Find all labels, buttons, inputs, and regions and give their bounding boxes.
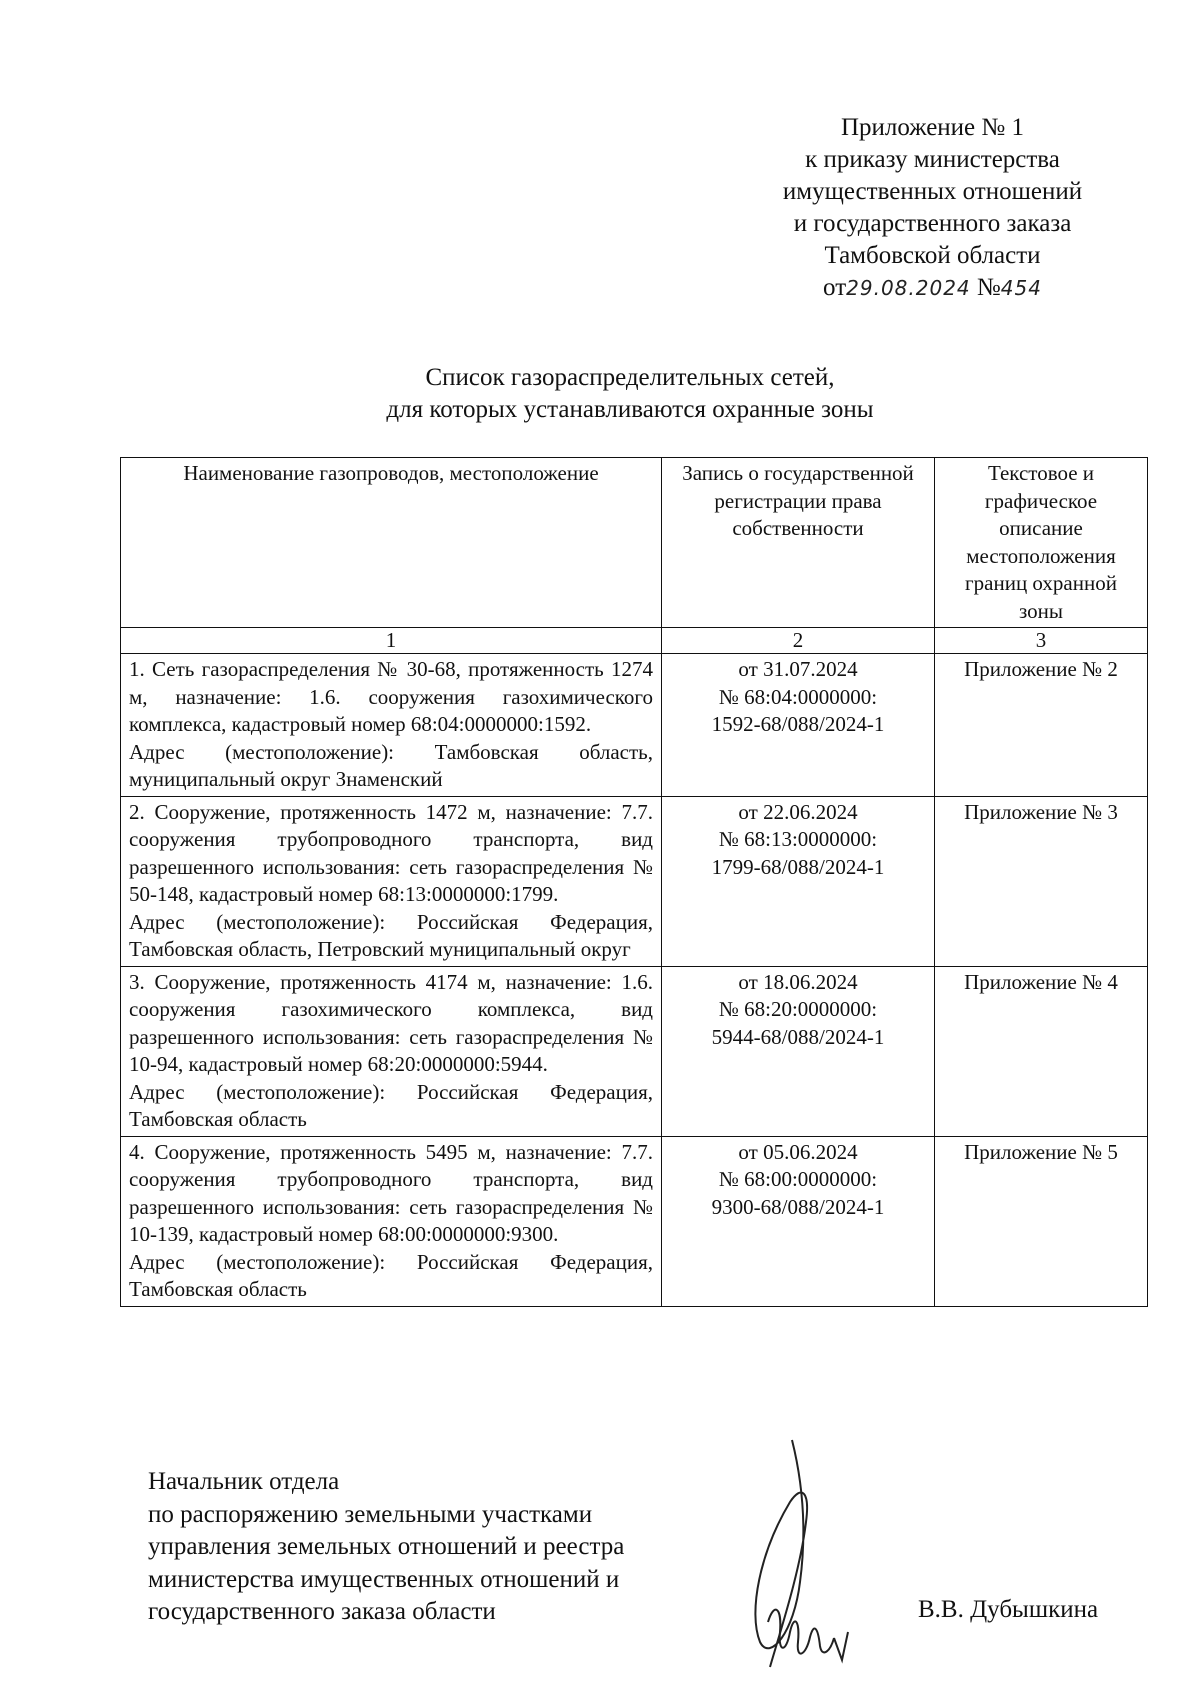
registration-number: 5944-68/088/2024-1 <box>711 1024 885 1049</box>
network-address: Адрес (местоположение): Российская Федерация, Тамбовская область, Петровский муниципальный округ <box>129 909 653 961</box>
registration-number: 9300-68/088/2024-1 <box>711 1194 885 1219</box>
network-description <box>121 654 662 797</box>
table-header-row <box>121 458 1148 628</box>
column-number: 3 <box>935 628 1148 654</box>
document-title-line: для которых устанавливаются охранные зоны <box>386 396 874 423</box>
table-row <box>121 966 1148 1136</box>
registration-number: 1592-68/088/2024-1 <box>711 712 885 736</box>
appendix-header <box>740 112 1125 310</box>
column-number: 1 <box>121 628 662 654</box>
network-address: Адрес (местоположение): Российская Федерация, Тамбовская область <box>129 1249 653 1301</box>
registration-date: от 22.06.2024 <box>738 799 858 824</box>
appendix-order-line: к приказу министерства <box>805 146 1060 173</box>
registration-date: от 18.06.2024 <box>738 969 858 994</box>
appendix-reference: Приложение № 3 <box>935 796 1148 966</box>
registration-record <box>662 796 935 966</box>
handwritten-signature <box>730 1432 870 1682</box>
registration-record <box>662 1136 935 1306</box>
table-row <box>121 796 1148 966</box>
order-date-number-line <box>740 272 1125 310</box>
header-registration-record: Запись о государственной регистрации права собственности <box>662 458 935 628</box>
column-number-row <box>121 628 1148 654</box>
appendix-title: Приложение № 1 <box>840 114 1025 141</box>
appendix-region-line: Тамбовской области <box>824 242 1041 269</box>
network-name: 3. Сооружение, протяженность 4174 м, назначение: 1.6. сооружения газохимического комплекса, вид разрешенного использования: сеть газораспределения № 10-94, кадастровый номер 68:20:0000000:5944. <box>129 969 653 1076</box>
table-row <box>121 1136 1148 1306</box>
signatory-position-line: по распоряжению земельными участками <box>148 1500 593 1528</box>
column-number: 2 <box>662 628 935 654</box>
network-address: Адрес (местоположение): Российская Федерация, Тамбовская область <box>129 1079 653 1131</box>
signatory-position <box>148 1466 708 1629</box>
signatory-position-line: министерства имущественных отношений и <box>148 1565 620 1593</box>
appendix-ministry-line: имущественных отношений <box>782 178 1083 205</box>
document-title <box>250 362 1010 426</box>
order-date-prefix: от <box>823 274 847 301</box>
signatory-position-line: государственного заказа области <box>148 1598 496 1625</box>
appendix-reference: Приложение № 4 <box>935 966 1148 1136</box>
registration-number: 1799-68/088/2024-1 <box>711 854 885 879</box>
network-description <box>121 1136 662 1306</box>
appendix-reference: Приложение № 5 <box>935 1136 1148 1306</box>
signatory-name: В.В. Дубышкина <box>918 1596 1099 1623</box>
registration-number: № 68:04:0000000: <box>718 684 878 709</box>
appendix-ministry-line: и государственного заказа <box>793 210 1072 237</box>
gas-networks-table <box>120 457 1148 1307</box>
registration-record <box>662 966 935 1136</box>
order-number-handwritten: 454 <box>1000 276 1042 300</box>
signatory-position-line: управления земельных отношений и реестра <box>148 1533 625 1560</box>
registration-record <box>662 654 935 797</box>
header-name-location: Наименование газопроводов, местоположение <box>121 458 662 628</box>
order-date-handwritten: 29.08.2024 <box>846 276 971 300</box>
registration-number: № 68:20:0000000: <box>718 997 878 1021</box>
registration-date: от 31.07.2024 <box>738 657 858 681</box>
document-title-line: Список газораспределительных сетей, <box>425 364 835 391</box>
registration-date: от 05.06.2024 <box>738 1139 858 1164</box>
header-zone-description: Текстовое и графическое описание местоположения границ охранной зоны <box>935 458 1148 628</box>
network-description <box>121 966 662 1136</box>
network-description <box>121 796 662 966</box>
signatory-position-line: Начальник отдела <box>148 1468 340 1495</box>
appendix-reference: Приложение № 2 <box>935 654 1148 797</box>
network-name: 1. Сеть газораспределения № 30-68, протяженность 1274 м, назначение: 1.6. сооружения газохимического комплекса, кадастровый номер 68:04:0000000:1592. <box>129 657 653 736</box>
network-name: 4. Сооружение, протяженность 5495 м, назначение: 7.7. сооружения трубопроводного транспорта, вид разрешенного использования: сеть газораспределения № 10-139, кадастровый номер 68:00:0000000:9300. <box>129 1139 653 1246</box>
registration-number: № 68:13:0000000: <box>718 827 878 851</box>
registration-number: № 68:00:0000000: <box>718 1167 878 1191</box>
network-address: Адрес (местоположение): Тамбовская область, муниципальный округ Знаменский <box>129 739 653 791</box>
table-row <box>121 654 1148 797</box>
network-name: 2. Сооружение, протяженность 1472 м, назначение: 7.7. сооружения трубопроводного транспорта, вид разрешенного использования: сеть газораспределения № 50-148, кадастровый номер 68:13:0000000:1799. <box>129 799 653 906</box>
order-number-sign: № <box>976 274 1001 301</box>
